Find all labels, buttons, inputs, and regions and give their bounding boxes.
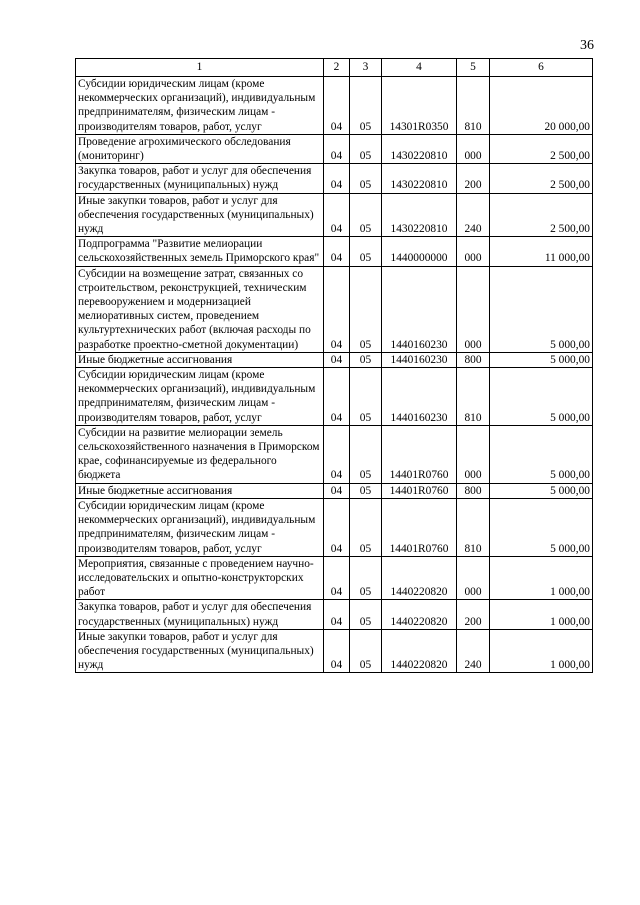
row-subsection-cell: 05 <box>350 164 382 193</box>
table-row <box>76 237 593 266</box>
row-amount-cell: 5 000,00 <box>490 352 593 367</box>
row-amount-cell: 2 500,00 <box>490 134 593 163</box>
row-target-article-cell: 1430220810 <box>382 134 457 163</box>
row-name-cell: Иные бюджетные ассигнования <box>76 483 324 498</box>
row-section-cell: 04 <box>324 193 350 237</box>
row-expense-type-cell: 810 <box>457 368 490 426</box>
row-target-article-cell: 1440160230 <box>382 368 457 426</box>
table-row <box>76 483 593 498</box>
row-amount-cell: 11 000,00 <box>490 237 593 266</box>
row-expense-type-cell: 000 <box>457 237 490 266</box>
row-subsection-cell: 05 <box>350 237 382 266</box>
table-row <box>76 134 593 163</box>
row-section-cell: 04 <box>324 483 350 498</box>
row-section-cell: 04 <box>324 134 350 163</box>
header-cell-1: 1 <box>76 59 324 77</box>
row-amount-cell: 1 000,00 <box>490 556 593 600</box>
row-target-article-cell: 1430220810 <box>382 164 457 193</box>
row-section-cell: 04 <box>324 266 350 352</box>
row-target-article-cell: 14301R0350 <box>382 77 457 135</box>
page-number: 36 <box>580 38 594 53</box>
row-amount-cell: 5 000,00 <box>490 266 593 352</box>
row-subsection-cell: 05 <box>350 498 382 556</box>
table-row <box>76 600 593 629</box>
table-row <box>76 77 593 135</box>
row-section-cell: 04 <box>324 556 350 600</box>
header-cell-6: 6 <box>490 59 593 77</box>
row-expense-type-cell: 800 <box>457 352 490 367</box>
row-amount-cell: 20 000,00 <box>490 77 593 135</box>
header-cell-4: 4 <box>382 59 457 77</box>
row-subsection-cell: 05 <box>350 368 382 426</box>
header-row <box>76 59 593 77</box>
row-name-cell: Мероприятия, связанные с проведением научно-исследовательских и опытно-конструкторских работ <box>76 556 324 600</box>
table-row <box>76 629 593 673</box>
row-expense-type-cell: 200 <box>457 164 490 193</box>
row-expense-type-cell: 000 <box>457 266 490 352</box>
row-section-cell: 04 <box>324 600 350 629</box>
row-section-cell: 04 <box>324 425 350 483</box>
row-target-article-cell: 14401R0760 <box>382 498 457 556</box>
row-expense-type-cell: 200 <box>457 600 490 629</box>
row-expense-type-cell: 810 <box>457 77 490 135</box>
row-expense-type-cell: 810 <box>457 498 490 556</box>
table-row <box>76 425 593 483</box>
row-amount-cell: 5 000,00 <box>490 483 593 498</box>
row-name-cell: Закупка товаров, работ и услуг для обеспечения государственных (муниципальных) нужд <box>76 600 324 629</box>
table-body <box>76 77 593 673</box>
row-amount-cell: 5 000,00 <box>490 425 593 483</box>
row-target-article-cell: 14401R0760 <box>382 483 457 498</box>
table-row <box>76 368 593 426</box>
budget-table <box>75 58 593 673</box>
row-target-article-cell: 1440220820 <box>382 600 457 629</box>
row-expense-type-cell: 000 <box>457 556 490 600</box>
header-cell-3: 3 <box>350 59 382 77</box>
row-expense-type-cell: 800 <box>457 483 490 498</box>
row-name-cell: Иные закупки товаров, работ и услуг для обеспечения государственных (муниципальных) нужд <box>76 629 324 673</box>
row-name-cell: Субсидии юридическим лицам (кроме некоммерческих организаций), индивидуальным предпринимателям, физическим лицам - производителям товаров, работ, услуг <box>76 498 324 556</box>
table-row <box>76 352 593 367</box>
row-name-cell: Иные бюджетные ассигнования <box>76 352 324 367</box>
row-expense-type-cell: 240 <box>457 629 490 673</box>
row-name-cell: Закупка товаров, работ и услуг для обеспечения государственных (муниципальных) нужд <box>76 164 324 193</box>
row-section-cell: 04 <box>324 77 350 135</box>
table-row <box>76 556 593 600</box>
row-amount-cell: 1 000,00 <box>490 600 593 629</box>
row-subsection-cell: 05 <box>350 556 382 600</box>
row-section-cell: 04 <box>324 237 350 266</box>
row-target-article-cell: 1430220810 <box>382 193 457 237</box>
row-subsection-cell: 05 <box>350 77 382 135</box>
row-name-cell: Субсидии на развитие мелиорации земель сельскохозяйственного назначения в Приморском крае, софинансируемые из федерального бюджета <box>76 425 324 483</box>
row-amount-cell: 5 000,00 <box>490 498 593 556</box>
row-amount-cell: 1 000,00 <box>490 629 593 673</box>
row-target-article-cell: 1440220820 <box>382 629 457 673</box>
row-subsection-cell: 05 <box>350 629 382 673</box>
table-row <box>76 164 593 193</box>
row-target-article-cell: 1440160230 <box>382 352 457 367</box>
row-subsection-cell: 05 <box>350 134 382 163</box>
row-subsection-cell: 05 <box>350 193 382 237</box>
row-name-cell: Иные закупки товаров, работ и услуг для обеспечения государственных (муниципальных) нужд <box>76 193 324 237</box>
row-section-cell: 04 <box>324 368 350 426</box>
row-section-cell: 04 <box>324 629 350 673</box>
row-name-cell: Субсидии на возмещение затрат, связанных со строительством, реконструкцией, техническим перевооружением и модернизацией мелиоративных систем, проведением культуртехнических работ (включая расходы по разработке проектно-сметной документации) <box>76 266 324 352</box>
row-expense-type-cell: 000 <box>457 134 490 163</box>
row-target-article-cell: 14401R0760 <box>382 425 457 483</box>
row-amount-cell: 5 000,00 <box>490 368 593 426</box>
row-target-article-cell: 1440000000 <box>382 237 457 266</box>
table-row <box>76 266 593 352</box>
header-cell-2: 2 <box>324 59 350 77</box>
row-subsection-cell: 05 <box>350 425 382 483</box>
row-section-cell: 04 <box>324 164 350 193</box>
row-section-cell: 04 <box>324 498 350 556</box>
row-expense-type-cell: 000 <box>457 425 490 483</box>
table-row <box>76 498 593 556</box>
row-expense-type-cell: 240 <box>457 193 490 237</box>
header-cell-5: 5 <box>457 59 490 77</box>
row-subsection-cell: 05 <box>350 266 382 352</box>
row-subsection-cell: 05 <box>350 352 382 367</box>
row-subsection-cell: 05 <box>350 600 382 629</box>
row-name-cell: Подпрограмма "Развитие мелиорации сельскохозяйственных земель Приморского края" <box>76 237 324 266</box>
row-amount-cell: 2 500,00 <box>490 164 593 193</box>
row-name-cell: Субсидии юридическим лицам (кроме некоммерческих организаций), индивидуальным предпринимателям, физическим лицам - производителям товаров, работ, услуг <box>76 77 324 135</box>
row-amount-cell: 2 500,00 <box>490 193 593 237</box>
row-subsection-cell: 05 <box>350 483 382 498</box>
table-row <box>76 193 593 237</box>
row-target-article-cell: 1440160230 <box>382 266 457 352</box>
row-name-cell: Субсидии юридическим лицам (кроме некоммерческих организаций), индивидуальным предпринимателям, физическим лицам - производителям товаров, работ, услуг <box>76 368 324 426</box>
row-section-cell: 04 <box>324 352 350 367</box>
row-name-cell: Проведение агрохимического обследования (мониторинг) <box>76 134 324 163</box>
row-target-article-cell: 1440220820 <box>382 556 457 600</box>
